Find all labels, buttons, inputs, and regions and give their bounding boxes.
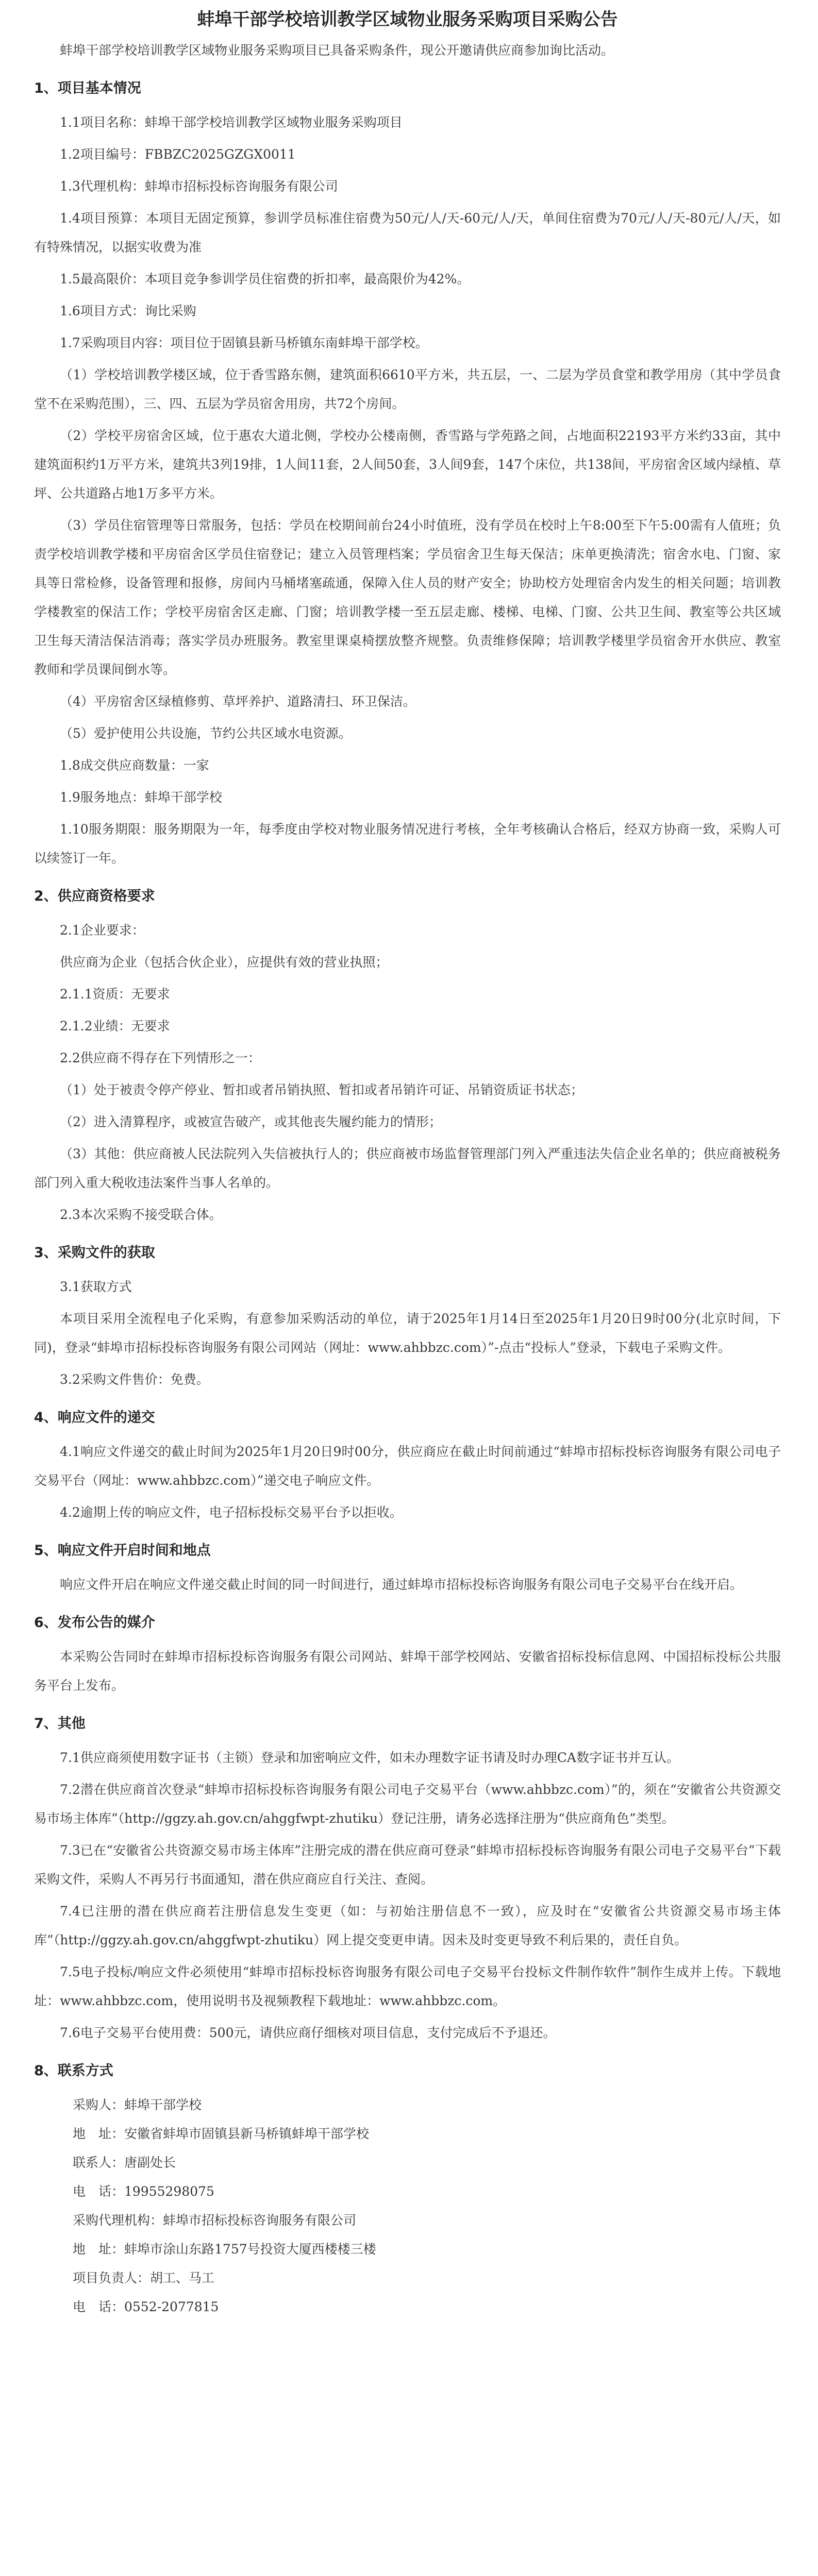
section-paragraph: （2）学校平房宿舍区域，位于惠农大道北侧，学校办公楼南侧，香雪路与学苑路之间，占地面积22193平方米约33亩，其中建筑面积约1万平方米，建筑共3列19排，1人间11套，2人间50套，3人间9套，147个床位，共138间，平房宿舍区域内绿植、草坪、公共道路占地1万多平方米。 [34,428,781,501]
section-paragraph: 7.5电子投标/响应文件必须使用“蚌埠市招标投标咨询服务有限公司电子交易平台投标文件制作软件”制作生成并上传。下载地址：www.ahbbzc.com，使用说明书及视频教程下载地址：www.ahbbzc.com。 [34,1964,781,2008]
section-paragraph: 1.1项目名称：蚌埠干部学校培训教学区域物业服务采购项目 [60,115,403,130]
contact-line: 采购代理机构：蚌埠市招标投标咨询服务有限公司 [73,2213,357,2228]
section [34,74,781,873]
section-heading: 1、项目基本情况 [34,80,141,96]
section-heading: 3、采购文件的获取 [34,1245,155,1261]
section-paragraph: 1.6项目方式：询比采购 [60,303,196,318]
section-heading: 4、响应文件的递交 [34,1410,155,1426]
announcement-sections [34,74,781,2086]
section-paragraph: （1）处于被责令停产停业、暂扣或者吊销执照、暂扣或者吊销许可证、吊销资质证书状态； [60,1082,583,1097]
section-paragraph: 本项目采用全流程电子化采购，有意参加采购活动的单位，请于2025年1月14日至2025年1月20日9时00分(北京时间，下同)，登录“蚌埠市招标投标咨询服务有限公司网站（网址：www.ahbbzc.com）”-点击“投标人”登录，下载电子采购文件。 [34,1311,781,1355]
section-paragraph: 2.1企业要求： [60,923,145,938]
contact-line: 地 址：安徽省蚌埠市固镇县新马桥镇蚌埠干部学校 [73,2126,370,2141]
section [34,1536,781,1599]
contact-block [34,2091,781,2321]
section-heading: 7、其他 [34,1716,86,1732]
section-paragraph: 7.3已在“安徽省公共资源交易市场主体库”注册完成的潜在供应商可登录“蚌埠市招标投标咨询服务有限公司电子交易平台”下载采购文件，采购人不再另行书面通知，潜在供应商应自行关注、查阅。 [34,1843,781,1887]
section-paragraph: 1.5最高限价：本项目竞争参训学员住宿费的折扣率，最高限价为42%。 [60,272,470,286]
section-paragraph: 7.1供应商须使用数字证书（主锁）登录和加密响应文件，如未办理数字证书请及时办理CA数字证书并互认。 [60,1750,679,1765]
section [34,882,781,1229]
section-heading: 8、联系方式 [34,2063,113,2079]
section-paragraph: 1.4项目预算：本项目无固定预算，参训学员标准住宿费为50元/人/天-60元/人/天，单间住宿费为70元/人/天-80元/人/天，如有特殊情况，以据实收费为准 [34,211,781,255]
section-paragraph: 7.6电子交易平台使用费：500元，请供应商仔细核对项目信息，支付完成后不予退还。 [60,2025,556,2040]
section-paragraph: （2）进入清算程序，或被宣告破产，或其他丧失履约能力的情形； [60,1114,442,1129]
section-paragraph: 7.4已注册的潜在供应商若注册信息发生变更（如：与初始注册信息不一致），应及时在“安徽省公共资源交易市场主体库”（http://ggzy.ah.gov.cn/ahggfwpt-zhutiku）网上提交变更申请。因未及时变更导致不利后果的，责任自负。 [34,1904,781,1947]
section-paragraph: 供应商为企业（包括合伙企业），应提供有效的营业执照； [60,955,389,970]
section-paragraph: 1.10服务期限：服务期限为一年，每季度由学校对物业服务情况进行考核，全年考核确认合格后，经双方协商一致，采购人可以续签订一年。 [34,822,781,866]
section-paragraph: 1.7采购项目内容：项目位于固镇县新马桥镇东南蚌埠干部学校。 [60,335,428,350]
section-paragraph: 1.9服务地点：蚌埠干部学校 [60,790,222,805]
section-paragraph: 2.1.2业绩：无要求 [60,1019,170,1033]
contact-line: 采购人：蚌埠干部学校 [73,2097,202,2112]
contact-line: 电 话：19955298075 [73,2184,214,2199]
section-paragraph: 4.2逾期上传的响应文件，电子招标投标交易平台予以拒收。 [60,1505,403,1520]
section [34,1239,781,1394]
section-paragraph: 2.3本次采购不接受联合体。 [60,1207,222,1222]
section-paragraph: （4）平房宿舍区绿植修剪、草坪养护、道路清扫、环卫保洁。 [60,694,416,709]
contact-line: 项目负责人：胡工、马工 [73,2270,215,2285]
section-paragraph: 响应文件开启在响应文件递交截止时间的同一时间进行，通过蚌埠市招标投标咨询服务有限公司电子交易平台在线开启。 [60,1577,743,1592]
section-paragraph: 7.2潜在供应商首次登录“蚌埠市招标投标咨询服务有限公司电子交易平台（www.ahbbzc.com）”的，须在“安徽省公共资源交易市场主体库”（http://ggzy.ah.gov.cn/ahggfwpt-zhutiku）登记注册，请务必选择注册为“供应商角色”类型。 [34,1782,781,1826]
contact-line: 地 址：蚌埠市涂山东路1757号投资大厦西楼楼三楼 [73,2242,376,2257]
section-paragraph: 2.1.1资质：无要求 [60,987,170,1002]
section [34,2057,781,2086]
section [34,1403,781,1527]
intro-paragraph: 蚌埠干部学校培训教学区域物业服务采购项目已具备采购条件，现公开邀请供应商参加询比活动。 [60,43,614,58]
section-paragraph: （5）爱护使用公共设施，节约公共区域水电资源。 [60,726,352,741]
page-title: 蚌埠干部学校培训教学区域物业服务采购项目采购公告 [197,9,618,30]
contact-line: 电 话：0552-2077815 [73,2299,219,2314]
section-heading: 6、发布公告的媒介 [34,1615,155,1631]
section-paragraph: （3）其他：供应商被人民法院列入失信被执行人的；供应商被市场监督管理部门列入严重违法失信企业名单的；供应商被税务部门列入重大税收违法案件当事人名单的。 [34,1146,781,1190]
section-paragraph: 4.1响应文件递交的截止时间为2025年1月20日9时00分，供应商应在截止时间前通过“蚌埠市招标投标咨询服务有限公司电子交易平台（网址：www.ahbbzc.com）”递交电子响应文件。 [34,1444,781,1488]
section-paragraph: 1.8成交供应商数量：一家 [60,758,209,773]
section-paragraph: 1.2项目编号：FBBZC2025GZGX0011 [60,147,296,162]
section [34,1709,781,2047]
section-paragraph: （1）学校培训教学楼区域，位于香雪路东侧，建筑面积6610平方米，共五层，一、二层为学员食堂和教学用房（其中学员食堂不在采购范围），三、四、五层为学员宿舍用房，共72个房间。 [34,367,781,411]
section-heading: 2、供应商资格要求 [34,888,155,904]
section-paragraph: 本采购公告同时在蚌埠市招标投标咨询服务有限公司网站、蚌埠干部学校网站、安徽省招标投标信息网、中国招标投标公共服务平台上发布。 [34,1649,781,1693]
section [34,1608,781,1700]
section-paragraph: 3.2采购文件售价：免费。 [60,1372,209,1387]
section-heading: 5、响应文件开启时间和地点 [34,1543,211,1558]
section-paragraph: 2.2供应商不得存在下列情形之一： [60,1050,261,1065]
contact-line: 联系人：唐副处长 [73,2155,176,2170]
section-paragraph: （3）学员住宿管理等日常服务，包括：学员在校期间前台24小时值班，没有学员在校时上午8:00至下午5:00需有人值班；负责学校培训教学楼和平房宿舍区学员住宿登记；建立入员管理档案；学员宿舍卫生每天保洁；床单更换清洗；宿舍水电、门窗、家具等日常检修，设备管理和报修，房间内马桶堵塞疏通，保障入住人员的财产安全；协助校方处理宿舍内发生的相关问题；培训教学楼教室的保洁工作；学校平房宿舍区走廊、门窗；培训教学楼一至五层走廊、楼梯、电梯、门窗、公共卫生间、教室等公共区域卫生每天清洁保洁消毒；落实学员办班服务。教室里课桌椅摆放整齐规整。负责维修保障；培训教学楼里学员宿舍开水供应、教室教师和学员课间倒水等。 [34,518,781,677]
section-paragraph: 3.1获取方式 [60,1279,132,1294]
section-paragraph: 1.3代理机构：蚌埠市招标投标咨询服务有限公司 [60,179,338,194]
